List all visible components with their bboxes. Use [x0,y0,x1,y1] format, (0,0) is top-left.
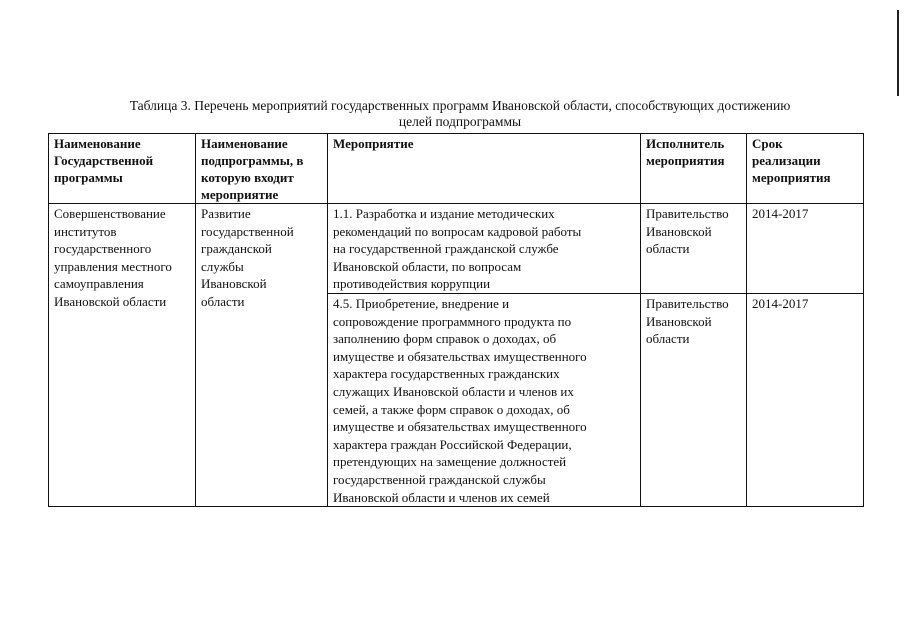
program-cell: Совершенствование институтов государственного управления местного самоуправления Ивановской области [49,204,196,507]
header-measure: Мероприятие [328,134,641,204]
executor-cell: Правительство Ивановской области [641,293,747,506]
scan-edge-line [897,10,899,96]
caption-text: Таблица 3. Перечень мероприятий государственных программ Ивановской области, способствующих достижению целей подпрограммы [129,98,791,129]
subprogram-cell: Развитие государственной гражданской службы Ивановской области [196,204,328,507]
header-executor: Исполнитель мероприятия [641,134,747,204]
executor-cell: Правительство Ивановской области [641,204,747,294]
header-subprogram: Наименование подпрограммы, в которую входит мероприятие [196,134,328,204]
header-program: Наименование Государственной программы [49,134,196,204]
term-cell: 2014-2017 [747,204,864,294]
measures-table [48,133,864,507]
measure-cell: 1.1. Разработка и издание методических рекомендаций по вопросам кадровой работы на государственной гражданской службе Ивановской области, по вопросам противодействия коррупции [328,204,641,294]
table-caption [60,98,860,130]
term-cell: 2014-2017 [747,293,864,506]
measure-cell: 4.5. Приобретение, внедрение и сопровождение программного продукта по заполнению форм справок о доходах, об имуществе и обязательствах имущественного характера государственных гражданских служащих Ивановской области и членов их семей, а также форм справок о доходах, об имуществе и обязательствах имущественного характера граждан Российской Федерации, претендующих на замещение должностей государственной гражданской службы Ивановской области и членов их семей [328,293,641,506]
table-header-row [49,134,864,204]
table-row [49,204,864,294]
header-term: Срок реализации мероприятия [747,134,864,204]
